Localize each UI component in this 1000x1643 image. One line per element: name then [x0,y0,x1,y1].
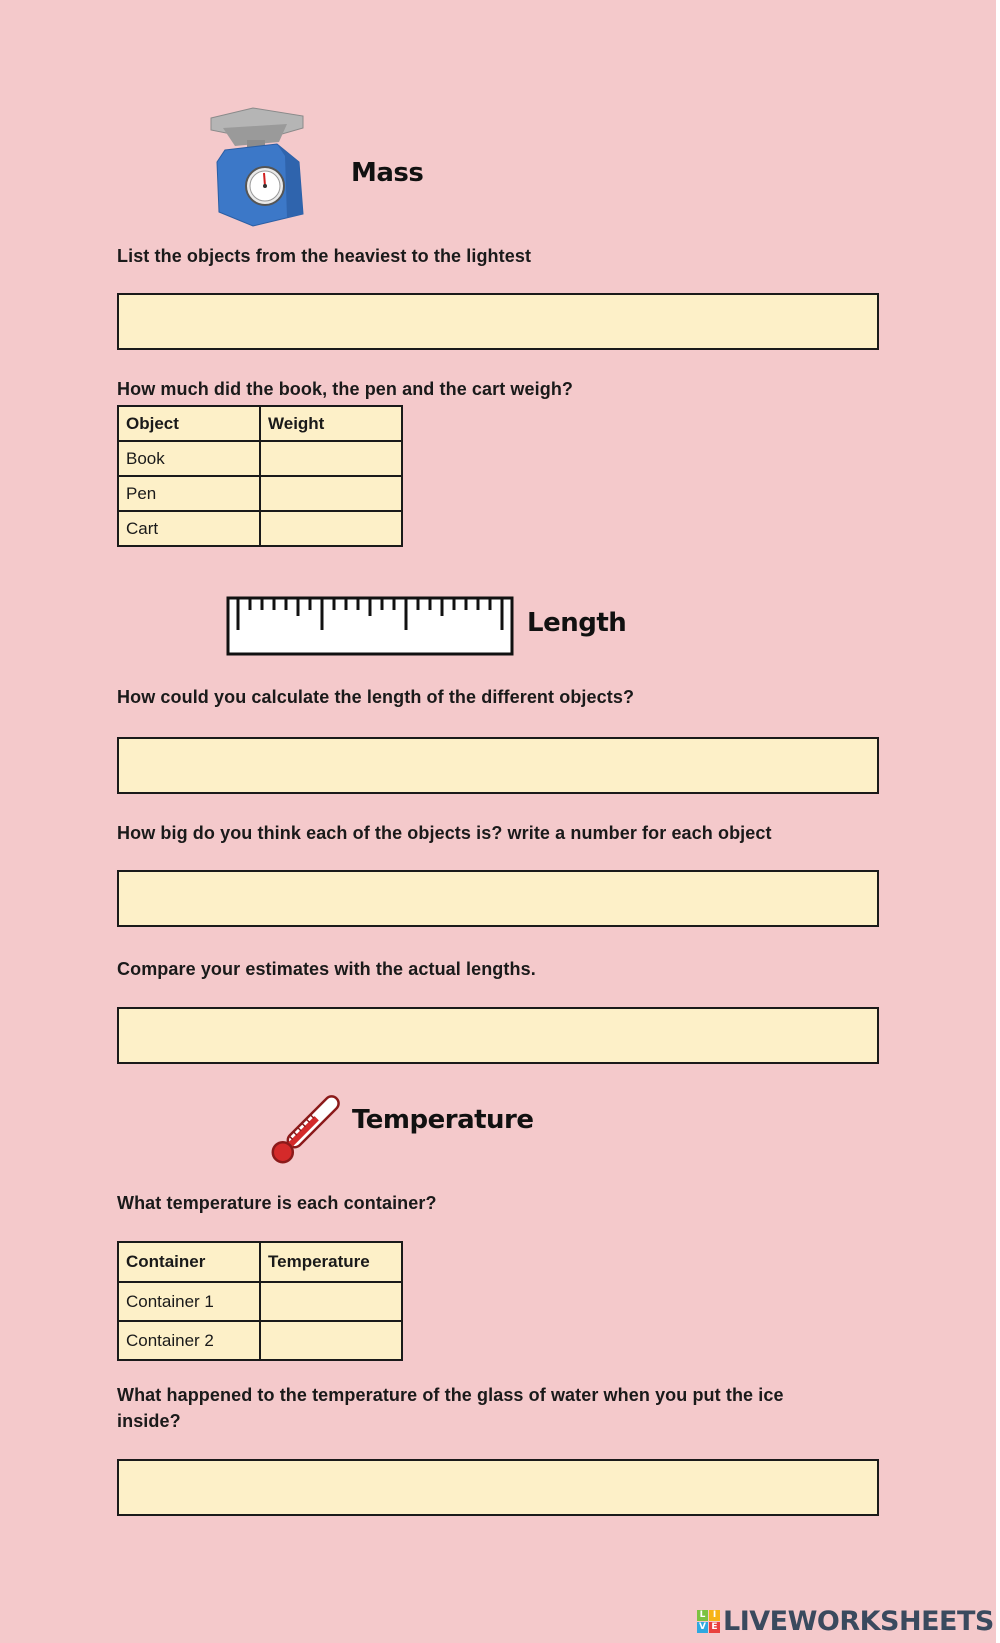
container-cell: Container 2 [118,1321,260,1360]
table-row [118,476,402,511]
table-row [118,441,402,476]
header-weight: Weight [260,406,402,441]
object-cell: Book [118,441,260,476]
table-row [118,511,402,546]
header-temperature: Temperature [260,1242,402,1282]
thermometer-icon [264,1091,344,1171]
temperature-question-1: What temperature is each container? [117,1193,437,1213]
temperature-question-2-line-1: What happened to the temperature of the glass of water when you put the ice [117,1385,784,1405]
table-row [118,1321,402,1360]
length-answer-1-input[interactable] [117,737,879,794]
header-object: Object [118,406,260,441]
temperature-question-2-line-2: inside? [117,1411,181,1431]
length-title: Length [527,608,627,638]
length-question-3: Compare your estimates with the actual lengths. [117,959,536,979]
temperature-input-cell[interactable] [260,1321,402,1360]
mass-question-1: List the objects from the heaviest to the lightest [117,246,532,266]
weight-table [117,405,403,547]
logo-text: LIVEWORKSHEETS [723,1605,994,1637]
mass-answer-1-input[interactable] [117,293,879,350]
logo-blocks-icon: L I V E [697,1610,720,1633]
temperature-table [117,1241,403,1361]
liveworksheets-logo[interactable] [697,1605,994,1637]
length-answer-3-input[interactable] [117,1007,879,1064]
page-edge [996,0,1000,1643]
length-answer-2-input[interactable] [117,870,879,927]
length-question-1: How could you calculate the length of the different objects? [117,687,635,707]
ruler-icon [226,596,514,656]
kitchen-scale-icon [207,106,307,228]
header-container: Container [118,1242,260,1282]
table-row [118,1282,402,1321]
temperature-title: Temperature [352,1105,534,1135]
container-cell: Container 1 [118,1282,260,1321]
weight-input-cell[interactable] [260,476,402,511]
mass-question-2: How much did the book, the pen and the cart weigh? [117,379,574,399]
mass-title: Mass [351,158,424,188]
object-cell: Pen [118,476,260,511]
length-question-2: How big do you think each of the objects is? write a number for each object [117,823,772,843]
table-header-row [118,1242,402,1282]
temperature-input-cell[interactable] [260,1282,402,1321]
temperature-answer-input[interactable] [117,1459,879,1516]
table-header-row [118,406,402,441]
weight-input-cell[interactable] [260,441,402,476]
weight-input-cell[interactable] [260,511,402,546]
object-cell: Cart [118,511,260,546]
